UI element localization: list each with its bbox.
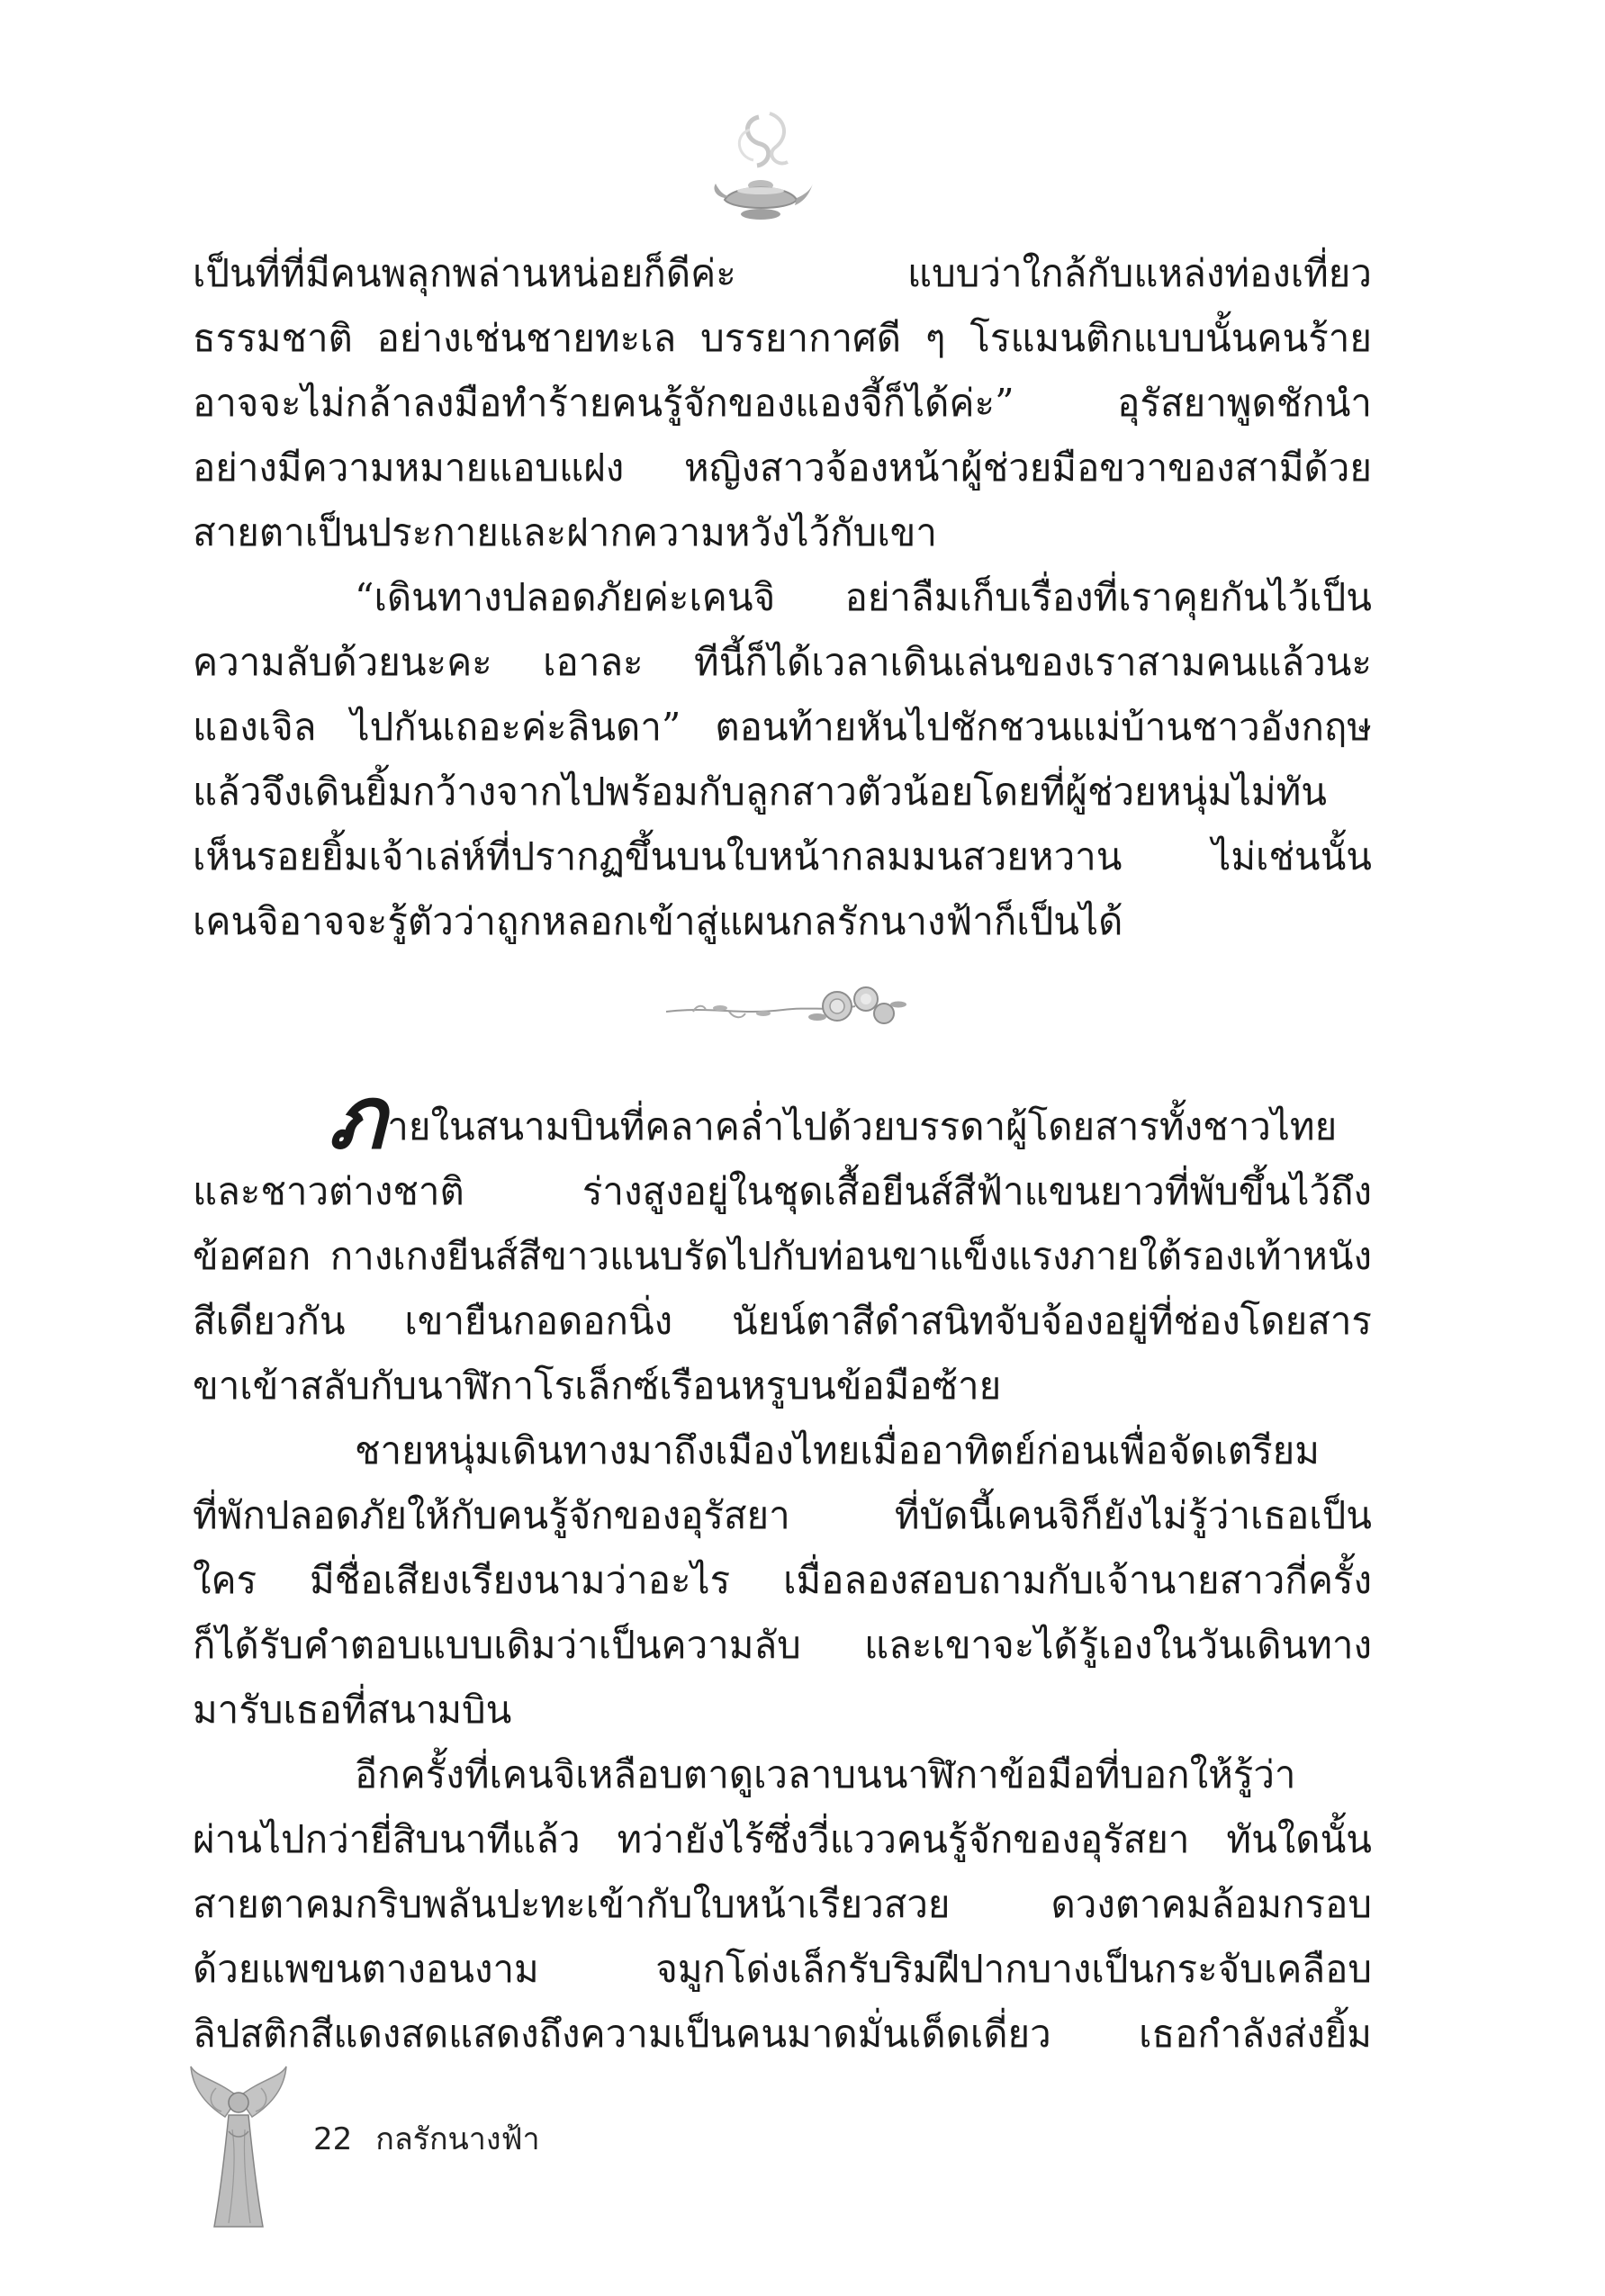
drop-cap: ภ [329,1067,386,1168]
genie-lamp-icon [707,108,815,230]
book-title: กลรักนางฟ้า [375,2121,540,2157]
text-line: ผ่านไปกว่ายี่สิบนาทีแล้ว ทว่ายังไร้ซึ่งวี่แววคนรู้จักของอุรัสยา ทันใดนั้น [193,1817,1372,1861]
text-line: ข้อศอก กางเกงยีนส์สีขาวแนบรัดไปกับท่อนขาแข็งแรงภายใต้รองเท้าหนัง [193,1234,1372,1278]
text-line: ายในสนามบินที่คลาคล่ำไปด้วยบรรดาผู้โดยสารทั้งชาวไทย [387,1104,1338,1148]
text-line: อย่างมีความหมายแอบแฝง หญิงสาวจ้องหน้าผู้ช่วยมือขวาของสามีด้วย [193,446,1372,490]
text-line: ลิปสติกสีแดงสดแสดงถึงความเป็นคนมาดมั่นเด็ดเดี่ยว เธอกำลังส่งยิ้ม [193,2012,1372,2056]
text-line: และชาวต่างชาติ ร่างสูงอยู่ในชุดเสื้อยีนส์สีฟ้าแขนยาวที่พับขึ้นไว้ถึง [193,1169,1372,1213]
text-line: ใคร มีชื่อเสียงเรียงนามว่าอะไร เมื่อลองสอบถามกับเจ้านายสาวกี่ครั้ง [193,1558,1372,1602]
text-line: อาจจะไม่กล้าลงมือทำร้ายคนรู้จักของแองจี้ก็ได้ค่ะ” อุรัสยาพูดชักนำ [193,381,1372,425]
angel-statue-icon [189,2061,288,2232]
text-line: เคนจิอาจจะรู้ตัวว่าถูกหลอกเข้าสู่แผนกลรักนางฟ้าก็เป็นได้ [193,899,1123,943]
page-footer [313,2117,540,2162]
text-line: ขาเข้าสลับกับนาฬิกาโรเล็กซ์เรือนหรูบนข้อมือซ้าย [193,1364,1002,1408]
text-line: ที่พักปลอดภัยให้กับคนรู้จักของอุรัสยา ที่บัดนี้เคนจิก็ยังไม่รู้ว่าเธอเป็น [193,1493,1372,1537]
text-line: เห็นรอยยิ้มเจ้าเล่ห์ที่ปรากฏขึ้นบนใบหน้ากลมมนสวยหวาน ไม่เช่นนั้น [193,834,1372,878]
text-line: สายตาเป็นประกายและฝากความหวังไว้กับเขา [193,510,937,554]
text-line: สีเดียวกัน เขายืนกอดอกนิ่ง นัยน์ตาสีดำสนิทจับจ้องอยู่ที่ช่องโดยสาร [193,1299,1372,1343]
text-line: ก็ได้รับคำตอบแบบเดิมว่าเป็นความลับ และเขาจะได้รู้เองในวันเดินทาง [193,1623,1372,1667]
text-line: อีกครั้งที่เคนจิเหลือบตาดูเวลาบนนาฬิกาข้อมือที่บอกให้รู้ว่า [355,1752,1296,1796]
text-line: สายตาคมกริบพลันปะทะเข้ากับใบหน้าเรียวสวย ดวงตาคมล้อมกรอบ [193,1882,1372,1926]
text-line: ธรรมชาติ อย่างเช่นชายทะเล บรรยากาศดี ๆ โรแมนติกแบบนั้นคนร้าย [193,316,1372,360]
text-line: มารับเธอที่สนามบิน [193,1688,512,1732]
dropcap-line [329,1067,1372,1168]
rose-vine-ornament-icon [657,979,945,1033]
text-line: ความลับด้วยนะคะ เอาละ ทีนี้ก็ได้เวลาเดินเล่นของเราสามคนแล้วนะ [193,640,1372,684]
text-line: เป็นที่ที่มีคนพลุกพล่านหน่อยก็ดีค่ะ แบบว่าใกล้กับแหล่งท่องเที่ยว [193,251,1372,295]
page-number: 22 [313,2121,353,2157]
text-line: “เดินทางปลอดภัยค่ะเคนจิ อย่าลืมเก็บเรื่องที่เราคุยกันไว้เป็น [355,575,1372,619]
text-line: ชายหนุ่มเดินทางมาถึงเมืองไทยเมื่ออาทิตย์ก่อนเพื่อจัดเตรียม [355,1428,1320,1472]
text-line: แล้วจึงเดินยิ้มกว้างจากไปพร้อมกับลูกสาวตัวน้อยโดยที่ผู้ช่วยหนุ่มไม่ทัน [193,770,1327,814]
text-line: ด้วยแพขนตางอนงาม จมูกโด่งเล็กรับริมฝีปากบางเป็นกระจับเคลือบ [193,1947,1372,1991]
text-line: แองเจิล ไปกันเถอะค่ะลินดา” ตอนท้ายหันไปชักชวนแม่บ้านชาวอังกฤษ [193,705,1372,749]
